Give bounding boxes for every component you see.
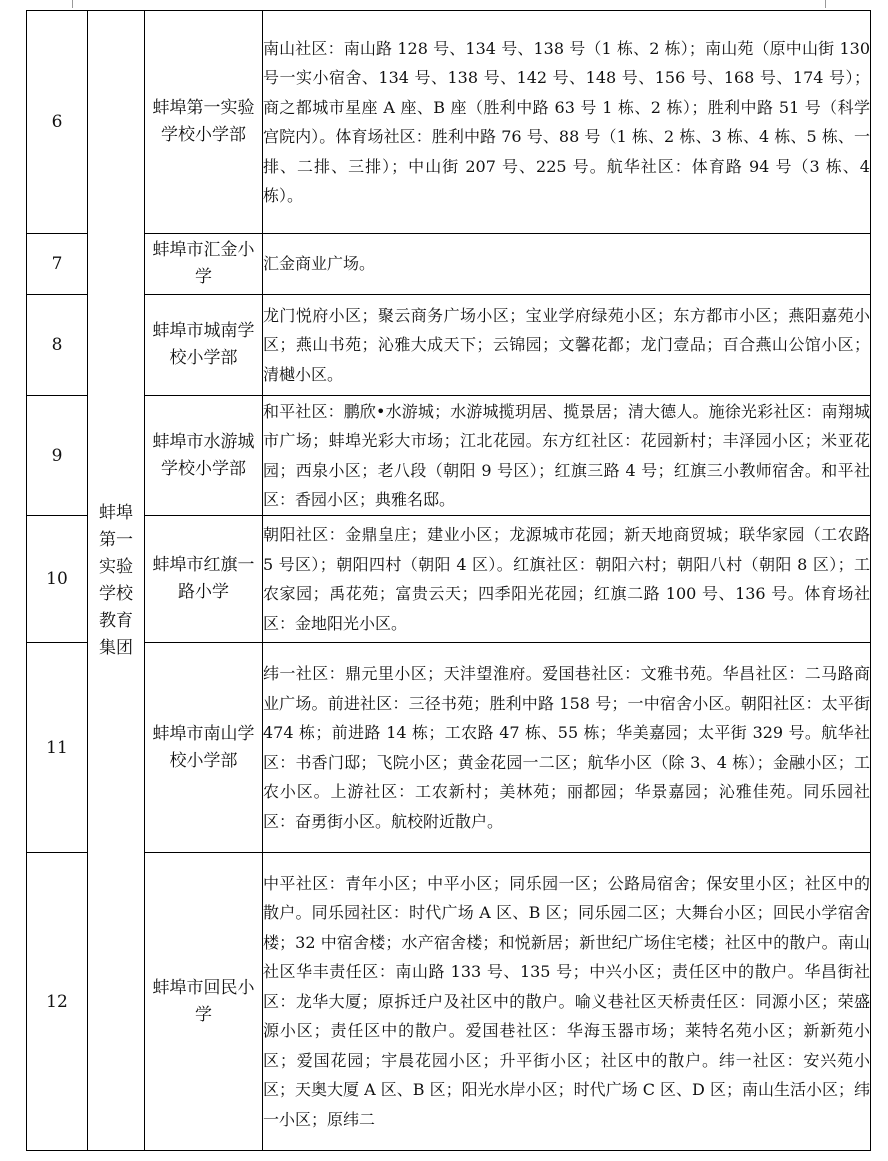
education-group-cell: [88, 11, 145, 1151]
table-row: [27, 234, 871, 295]
school-name: 蚌埠第一实验学校小学部: [145, 11, 263, 234]
group-name-line: 集团: [99, 637, 133, 658]
table-row: [27, 853, 871, 1151]
enrollment-area: 南山社区：南山路 128 号、134 号、138 号（1 栋、2 栋）；南山苑（原中山街 130 号一实小宿舍、134 号、138 号、142 号、148 号、156 号、168 号、174 号）；商之都城市星座 A 座、B 座（胜利中路 63 号 1 栋、2 栋）；胜利中路 51 号（科学宫院内）。体育场社区：胜利中路 76 号、88 号（1 栋、2 栋、3 栋、4 栋、5 栋、一排、二排、三排）；中山街 207 号、225 号。航华社区：体育路 94 号（3 栋、4 栋）。: [263, 11, 871, 234]
row-number: 7: [27, 234, 88, 295]
page-mark: [825, 0, 826, 8]
row-number: 8: [27, 295, 88, 396]
group-name-line: 第一: [99, 529, 133, 550]
row-number: 11: [27, 643, 88, 853]
row-number: 10: [27, 516, 88, 643]
group-name-line: 蚌埠: [99, 502, 133, 523]
enrollment-area: 和平社区：鹏欣•水游城；水游城揽玥居、揽景居；清大德人。施徐光彩社区：南翔城市广场；蚌埠光彩大市场；江北花园。东方红社区：花园新村；丰泽园小区；米亚花园；西泉小区；老八段（朝阳 9 号区）；红旗三路 4 号；红旗三小教师宿舍。和平社区：香园小区；典雅名邸。: [263, 396, 871, 516]
enrollment-area: 中平社区：青年小区；中平小区；同乐园一区；公路局宿舍；保安里小区；社区中的散户。同乐园社区：时代广场 A 区、B 区；同乐园二区；大舞台小区；回民小学宿舍楼；32 中宿舍楼；水产宿舍楼；和悦新居；新世纪广场住宅楼；社区中的散户。南山社区华丰责任区：南山路 133 号、135 号；中兴小区；责任区中的散户。华昌街社区：龙华大厦；原拆迁户及社区中的散户。喻义巷社区天桥责任区：同源小区；荣盛源小区；责任区中的散户。爱国巷社区：华海玉器市场；莱特名苑小区；新新苑小区；爱国花园；宇晨花园小区；升平街小区；社区中的散户。纬一社区：安兴苑小区；天奥大厦 A 区、B 区；阳光水岸小区；时代广场 C 区、D 区；南山生活小区；纬一小区；原纬二: [263, 853, 871, 1151]
row-number: 12: [27, 853, 88, 1151]
enrollment-area: 纬一社区：鼎元里小区；天沣望淮府。爱国巷社区：文雅书苑。华昌社区：二马路商业广场。前进社区：三径书苑；胜利中路 158 号；一中宿舍小区。朝阳社区：太平街 474 栋；前进路 14 栋；工农路 47 栋、55 栋；华美嘉园；太平街 329 号。航华社区：书香门邸；飞院小区；黄金花园一二区；航华小区（除 3、4 栋）；金融小区；工农小区。上游社区：工农新村；美林苑；丽都园；华景嘉园；沁雅佳苑。同乐园社区：奋勇街小区。航校附近散户。: [263, 643, 871, 853]
group-name-line: 教育: [99, 610, 133, 631]
school-district-table: [26, 10, 871, 1151]
page-mark: [72, 0, 73, 8]
top-page-marks: [0, 0, 888, 10]
table-row: [27, 643, 871, 853]
school-name: 蚌埠市水游城学校小学部: [145, 396, 263, 516]
school-name: 蚌埠市汇金小学: [145, 234, 263, 295]
school-name: 蚌埠市城南学校小学部: [145, 295, 263, 396]
row-number: 6: [27, 11, 88, 234]
enrollment-area: 朝阳社区：金鼎皇庄；建业小区；龙源城市花园；新天地商贸城；联华家园（工农路 5 号区）；朝阳四村（朝阳 4 区）。红旗社区：朝阳六村；朝阳八村（朝阳 8 区）；工农家园；禹花苑；富贵云天；四季阳光花园；红旗二路 100 号、136 号。体育场社区：金地阳光小区。: [263, 516, 871, 643]
row-number: 9: [27, 396, 88, 516]
table-row: [27, 516, 871, 643]
group-name-line: 实验: [99, 556, 133, 577]
enrollment-area: 汇金商业广场。: [263, 234, 871, 295]
school-name: 蚌埠市南山学校小学部: [145, 643, 263, 853]
table-row: [27, 11, 871, 234]
table-row: [27, 295, 871, 396]
group-name-line: 学校: [99, 583, 133, 604]
table-row: [27, 396, 871, 516]
school-name: 蚌埠市红旗一路小学: [145, 516, 263, 643]
school-name: 蚌埠市回民小学: [145, 853, 263, 1151]
enrollment-area: 龙门悦府小区；聚云商务广场小区；宝业学府绿苑小区；东方都市小区；燕阳嘉苑小区；燕山书苑；沁雅大成天下；云锦园；文馨花都；龙门壹品；百合燕山公馆小区；清樾小区。: [263, 295, 871, 396]
